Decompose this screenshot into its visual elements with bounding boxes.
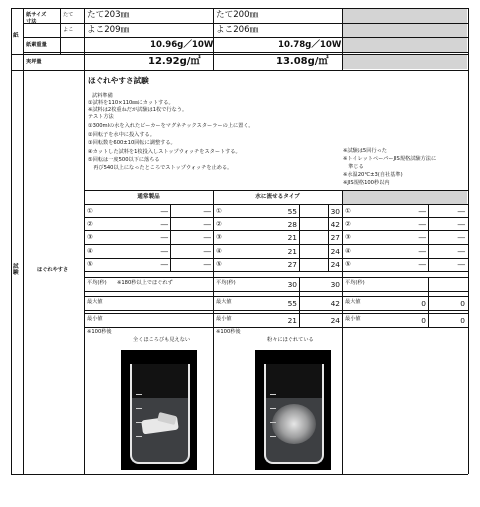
trial-value-b: ― bbox=[203, 220, 211, 229]
photo-caption: 全くほころびも見えない bbox=[133, 337, 191, 343]
trial-value-b: ― bbox=[457, 220, 465, 229]
section-label-paper: 紙 bbox=[13, 33, 19, 39]
max-value-b: 42 bbox=[330, 299, 340, 308]
max-label: 最大値 bbox=[87, 299, 103, 305]
product1-tate: たて203㎜ bbox=[87, 10, 130, 20]
trial-label: ④ bbox=[216, 247, 222, 255]
trial-value-a: ― bbox=[418, 233, 426, 242]
avg-label: 平均(秒) bbox=[345, 280, 365, 286]
max-value-a: 55 bbox=[287, 299, 297, 308]
column-header-normal: 通常製品 bbox=[137, 194, 160, 200]
min-value-b: 24 bbox=[330, 316, 340, 325]
trial-value-a: ― bbox=[160, 260, 168, 269]
trial-value-a: ― bbox=[418, 220, 426, 229]
trial-label: ③ bbox=[87, 233, 93, 241]
prep-line-1: ①試料を110×110㎜にカットする。 bbox=[88, 100, 174, 106]
trial-label: ② bbox=[216, 220, 222, 228]
avg-note: ※180秒以上でほぐれず bbox=[117, 280, 173, 286]
trial-value-a: ― bbox=[418, 207, 426, 216]
prep-line-2: ※試料は2枚重ねだが試験は1枚で行なう。 bbox=[88, 107, 188, 113]
note-line-5: ※JIS規格100秒以内 bbox=[343, 180, 390, 186]
prep-header: 試料準備 bbox=[92, 93, 113, 99]
beaker-glass bbox=[264, 364, 324, 464]
trial-value-b: 24 bbox=[330, 247, 340, 256]
trial-value-b: ― bbox=[203, 233, 211, 242]
trial-label: ① bbox=[345, 207, 351, 215]
method-line-5: ⑤回転は一度500以下に落ちる bbox=[88, 157, 160, 163]
trial-label: ③ bbox=[216, 233, 222, 241]
gray-cell-actual bbox=[343, 55, 467, 69]
row-label-yoko: よこ bbox=[63, 27, 74, 33]
method-header: テスト方法 bbox=[88, 114, 114, 120]
trial-value-a: ― bbox=[160, 220, 168, 229]
trial-value-b: ― bbox=[457, 260, 465, 269]
gray-cell-yoko bbox=[343, 24, 467, 37]
trial-value-b: ― bbox=[203, 207, 211, 216]
trial-label: ⑤ bbox=[87, 260, 93, 268]
max-value-b: 0 bbox=[460, 299, 465, 308]
product2-actual: 13.08g/㎡ bbox=[276, 56, 329, 67]
trial-value-a: 55 bbox=[287, 207, 297, 216]
trial-value-a: ― bbox=[418, 247, 426, 256]
method-line-3: ③回転数を600±10回転に調整する。 bbox=[88, 140, 176, 146]
trial-value-b: ― bbox=[457, 247, 465, 256]
method-line-1: ①300mlの水を入れたビーカーをマグネチックスターラーの上に置く。 bbox=[88, 123, 254, 129]
trial-label: ④ bbox=[87, 247, 93, 255]
beaker-photo-flushable bbox=[255, 350, 331, 470]
trial-value-b: 24 bbox=[330, 260, 340, 269]
trial-value-a: 28 bbox=[287, 220, 297, 229]
trial-value-b: 27 bbox=[330, 233, 340, 242]
gray-cell-tate bbox=[343, 9, 467, 23]
trial-label: ② bbox=[345, 220, 351, 228]
max-label: 最大値 bbox=[216, 299, 232, 305]
note-line-2: ※トイレットペーパーJIS規格試験方法に bbox=[343, 156, 437, 162]
trial-value-b: ― bbox=[203, 260, 211, 269]
note-line-3: 準じる bbox=[343, 164, 364, 170]
row-label-tate: たて bbox=[63, 12, 74, 18]
gray-cell-basis bbox=[343, 38, 467, 52]
beaker-photo-normal bbox=[121, 350, 197, 470]
trial-label: ① bbox=[216, 207, 222, 215]
max-value-a: 0 bbox=[421, 299, 426, 308]
trial-value-b: ― bbox=[457, 207, 465, 216]
beaker-glass bbox=[130, 364, 190, 464]
photo-note: ※100秒後 bbox=[87, 329, 112, 335]
trial-label: ⑤ bbox=[216, 260, 222, 268]
trial-label: ① bbox=[87, 207, 93, 215]
product2-basis: 10.78g／10W bbox=[278, 40, 342, 50]
note-line-4: ※水温20℃±3(自社基準) bbox=[343, 172, 403, 178]
row-label-basis: 紙素重量 bbox=[26, 42, 47, 48]
row-label-actual: 実坪量 bbox=[26, 59, 42, 65]
photo-note: ※100秒後 bbox=[216, 329, 241, 335]
trial-value-b: ― bbox=[203, 247, 211, 256]
trial-value-b: 30 bbox=[330, 207, 340, 216]
method-line-6: 再び540以上になったところでストップウォッチを止める。 bbox=[88, 165, 233, 171]
min-label: 最小値 bbox=[216, 316, 232, 322]
min-label: 最小値 bbox=[345, 316, 361, 322]
trial-value-a: ― bbox=[160, 207, 168, 216]
trial-value-a: ― bbox=[160, 247, 168, 256]
trial-value-a: 27 bbox=[287, 260, 297, 269]
trial-value-a: 21 bbox=[287, 233, 297, 242]
product1-actual: 12.92g/㎡ bbox=[148, 56, 201, 67]
trial-label: ③ bbox=[345, 233, 351, 241]
photo-caption: 粉々にほぐれている bbox=[267, 337, 314, 343]
product1-yoko: よこ209㎜ bbox=[87, 25, 130, 35]
min-value-a: 0 bbox=[421, 316, 426, 325]
note-line-1: ※試験は5回行った bbox=[343, 148, 387, 154]
method-line-4: ④カットした試料を1枚投入しストップウォッチをスタートする。 bbox=[88, 149, 241, 155]
dispersed-paper-fibers bbox=[272, 404, 316, 444]
trial-value-b: ― bbox=[457, 233, 465, 242]
gray-cell-col3-header bbox=[343, 191, 467, 204]
trial-label: ⑤ bbox=[345, 260, 351, 268]
test-title: ほぐれやすさ試験 bbox=[88, 76, 149, 85]
product2-tate: たて200㎜ bbox=[216, 10, 259, 20]
avg-label: 平均(秒) bbox=[87, 280, 107, 286]
product1-basis: 10.96g／10W bbox=[150, 40, 214, 50]
trial-label: ④ bbox=[345, 247, 351, 255]
avg-label: 平均(秒) bbox=[216, 280, 236, 286]
min-label: 最小値 bbox=[87, 316, 103, 322]
method-line-2: ②回転子を水中に投入する。 bbox=[88, 132, 155, 138]
column-header-flushable: 水に流せるタイプ bbox=[255, 194, 300, 200]
trial-label: ② bbox=[87, 220, 93, 228]
row-label-size: 紙サイズ 寸法 bbox=[26, 12, 47, 25]
test-row-label: ほぐれやすさ bbox=[37, 267, 69, 273]
trial-value-a: 21 bbox=[287, 247, 297, 256]
product2-yoko: よこ206㎜ bbox=[216, 25, 259, 35]
trial-value-a: ― bbox=[418, 260, 426, 269]
min-value-a: 21 bbox=[287, 316, 297, 325]
section-label-test: 試験 bbox=[13, 264, 19, 276]
trial-value-a: ― bbox=[160, 233, 168, 242]
avg-value-a: 30 bbox=[287, 280, 297, 289]
max-label: 最大値 bbox=[345, 299, 361, 305]
avg-value-b: 30 bbox=[330, 280, 340, 289]
trial-value-b: 42 bbox=[330, 220, 340, 229]
min-value-b: 0 bbox=[460, 316, 465, 325]
